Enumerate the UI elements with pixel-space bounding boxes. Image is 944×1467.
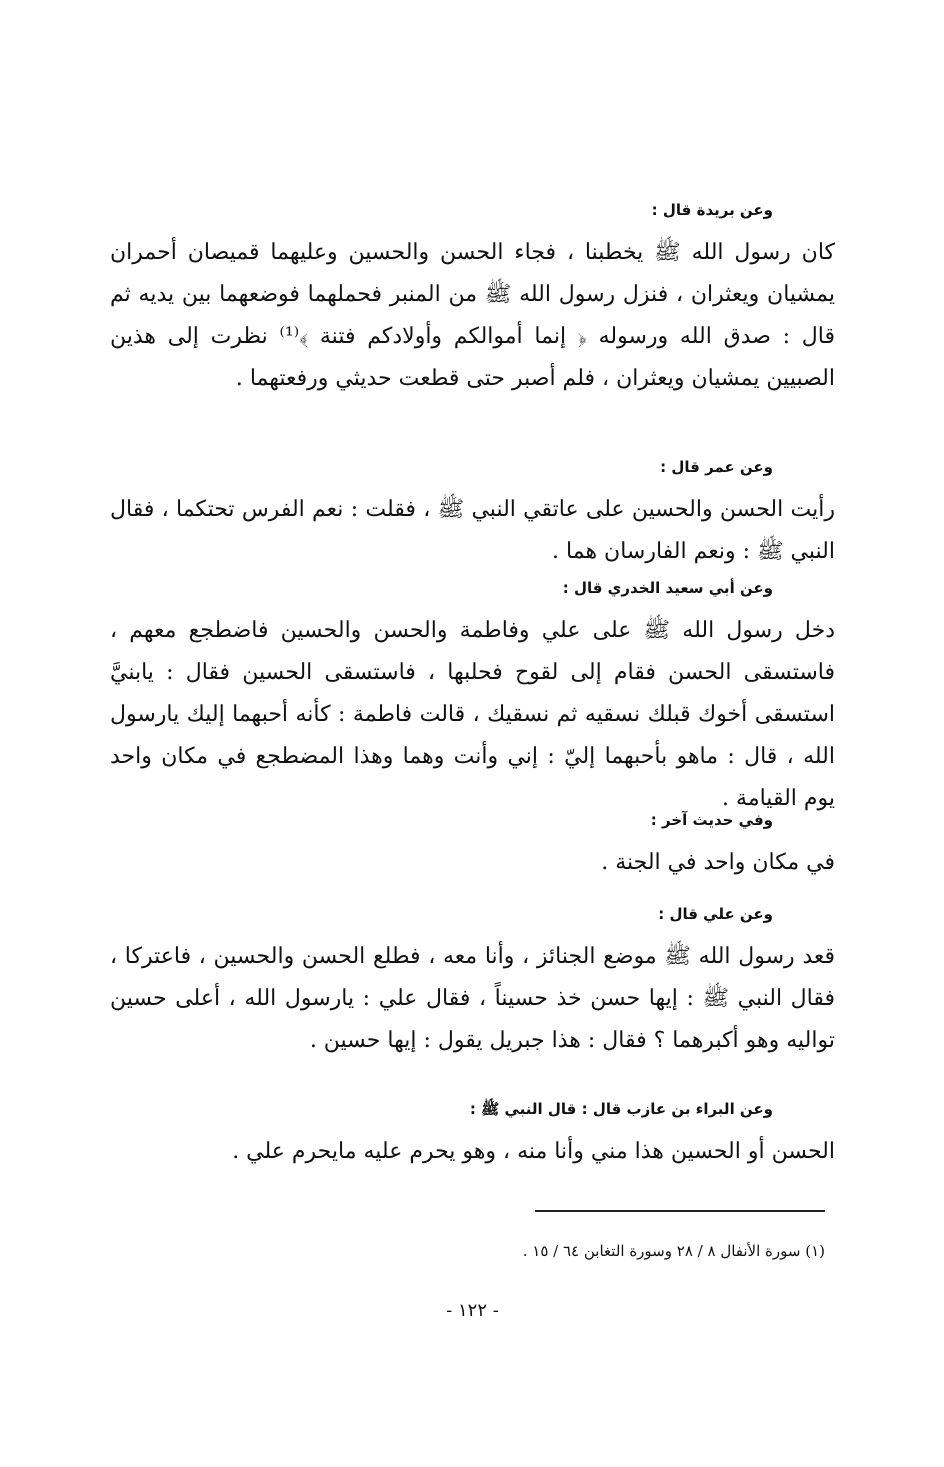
hadith-text: في مكان واحد في الجنة . bbox=[601, 850, 835, 875]
hadith-umar bbox=[110, 455, 835, 573]
hadith-heading: وعن بريدة قال : bbox=[651, 201, 773, 219]
hadith-heading: وفي حديث آخر : bbox=[650, 811, 773, 829]
hadith-text: قعد رسول الله ﷺ موضع الجنائز ، وأنا معه ، فطلع الحسن والحسين ، فاعتركا ، فقال النبي ﷺ : إيها حسن خذ حسيناً ، فقال علي : يارسول الله ، أعلى حسين تواليه وهو أكبرهما ؟ فقال : هذا جبريل يقول : إيها حسين . bbox=[110, 944, 835, 1053]
hadith-text: الحسن أو الحسين هذا مني وأنا منه ، وهو يحرم عليه مايحرم علي . bbox=[232, 1139, 835, 1164]
hadith-heading: وعن البراء بن عازب قال : قال النبي ﷺ : bbox=[469, 1100, 773, 1118]
hadith-abu-said-khudri bbox=[110, 576, 835, 820]
page-number: - ١٢٢ - bbox=[446, 1300, 499, 1321]
hadith-heading: وعن علي قال : bbox=[658, 905, 773, 923]
hadith-another-narration bbox=[110, 808, 835, 884]
hadith-ali bbox=[110, 902, 835, 1062]
hadith-text: رأيت الحسن والحسين على عاتقي النبي ﷺ ، فقلت : نعم الفرس تحتكما ، فقال النبي ﷺ : ونعم الفارسان هما . bbox=[110, 497, 835, 564]
footnote: (١) سورة الأنفال ٨ / ٢٨ وسورة التغابن ٦٤ / ١٥ . bbox=[522, 1242, 825, 1260]
hadith-text: كان رسول الله ﷺ يخطبنا ، فجاء الحسن والحسين وعليهما قميصان أحمران يمشيان ويعثران ، فنزل رسول الله ﷺ من المنبر فحملهما فوضعهما بين يديه ثم قال : صدق الله ورسوله ﴿ إنما أموالكم وأولادكم فتنة ﴾⁽¹⁾ نظرت إلى هذين الصبيين يمشيان ويعثران ، فلم أصبر حتى قطعت حديثي ورفعتهما . bbox=[110, 240, 835, 391]
book-page bbox=[110, 0, 835, 1467]
hadith-text: دخل رسول الله ﷺ على علي وفاطمة والحسن والحسين فاضطجع معهم ، فاستسقى الحسن فقام إلى لقوح فحلبها ، فاستسقى الحسين فقال : يابنيَّ استسقى أخوك قبلك نسقيه ثم نسقيك ، قالت فاطمة : كأنه أحبهما إليك يارسول الله ، قال : ماهو بأحبهما إليّ : إني وأنت وهما وهذا المضطجع في مكان واحد يوم القيامة . bbox=[110, 618, 835, 811]
footnote-divider bbox=[535, 1210, 825, 1212]
hadith-heading: وعن عمر قال : bbox=[660, 458, 773, 476]
hadith-baraa bbox=[110, 1097, 835, 1173]
hadith-buraydah bbox=[110, 198, 835, 400]
hadith-heading: وعن أبي سعيد الخدري قال : bbox=[562, 579, 773, 597]
